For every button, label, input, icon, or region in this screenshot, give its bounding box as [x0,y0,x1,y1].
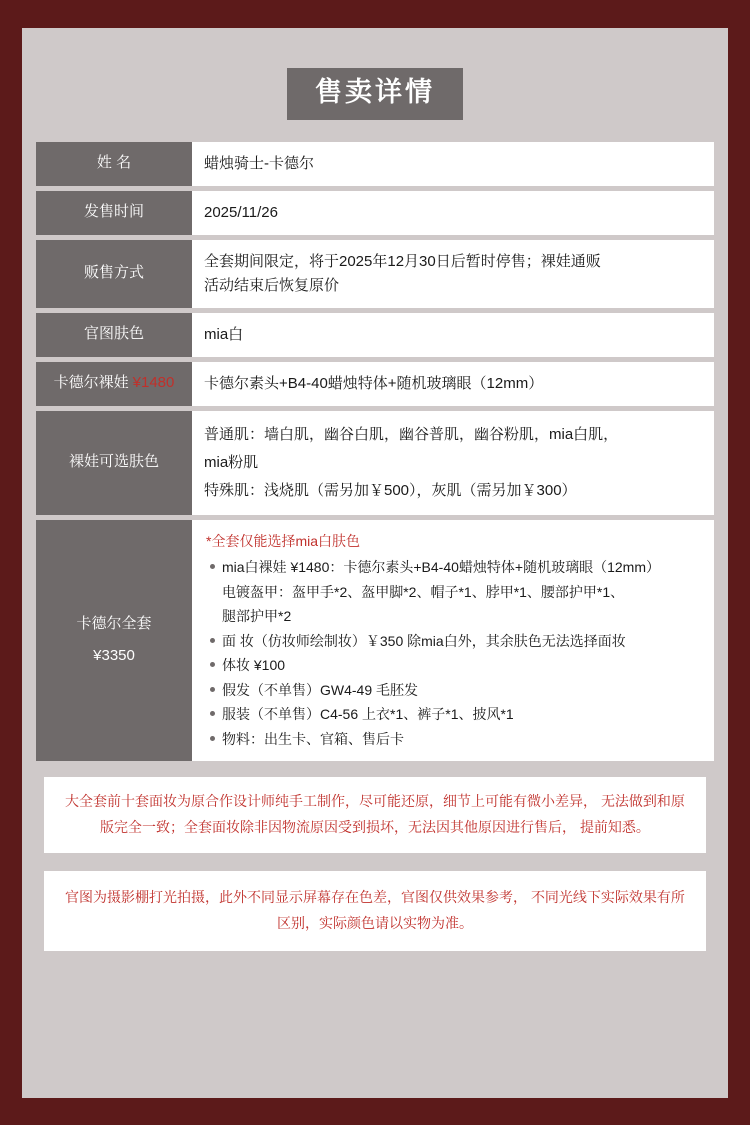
full-set-label-text: 卡德尔全套 [76,615,152,633]
row-label-release-time: 发售时间 [36,191,192,235]
table-row-name [36,142,714,186]
sale-method-line-1: 全套期间限定，将于2025年12月30日后暂时停售；裸娃通贩 [204,252,601,270]
row-label-nude-doll [36,362,192,406]
title-container [22,28,728,120]
table-row-full-set [36,520,714,761]
nude-doll-contents: 卡德尔素头+B4-40蜡烛特体+随机玻璃眼（12mm） [204,374,544,392]
nude-doll-price: ¥1480 [132,374,175,392]
full-set-headline: *全套仅能选择mia白肤色 [206,532,361,549]
full-set-price: ¥3350 [93,647,135,665]
sale-method-line-2: 活动结束后恢复原价 [204,276,340,294]
table-row-optional-skin [36,411,714,515]
table-row-official-skin [36,313,714,357]
list-item: 假发（不单售）GW4-49 毛胚发 [222,678,704,703]
note-first-line-3: 提前知悉。 [579,818,650,835]
row-label-full-set [36,520,192,761]
row-value-nude-doll [192,362,714,406]
detail-card [22,28,728,1098]
note-second-line-1: 官图为摄影棚打光拍摄，此外不同显示屏幕存在色差，官图仅供效果参考， [65,888,528,905]
list-item: 腿部护甲*2 [222,608,292,625]
list-item: 服装（不单售）C4-56 上衣*1、裤子*1、披风*1 [222,702,704,727]
optional-skin-line-2: mia粉肌 [204,453,259,471]
nude-doll-label-text: 卡德尔裸娃 [53,374,129,392]
spec-table [36,142,714,761]
row-label-name: 姓 名 [36,142,192,186]
list-item: mia白裸娃 ¥1480：卡德尔素头+B4-40蜡烛特体+随机玻璃眼（12mm） [222,555,704,580]
page-title: 售卖详情 [287,68,463,120]
optional-skin-line-1: 普通肌：墙白肌，幽谷白肌，幽谷普肌，幽谷粉肌，mia白肌， [204,425,619,443]
note-first-line-1: 大全套前十套面妆为原合作设计师纯手工制作，尽可能还原，细节上可能有微小差异， [65,793,598,810]
note-second-line-2: 不同光线下实际效果有所区别，实际颜色请以实物为准。 [277,888,685,931]
list-item: 体妆 ¥100 [222,653,704,678]
row-label-sale-method: 贩售方式 [36,240,192,308]
list-item: 物料：出生卡、官箱、售后卡 [222,727,704,752]
note-first-line-2: 无法做到和原版完全一致；全套面妆除非因物流原因受到损坏，无法因其他原因进行售后， [100,793,685,835]
optional-skin-line-3: 特殊肌：浅烧肌（需另加￥500），灰肌（需另加￥300） [204,481,577,499]
row-value-official-skin [192,313,714,357]
table-row-nude-doll [36,362,714,406]
note-handmade-makeup [44,777,706,853]
official-skin-text: mia白 [204,325,244,343]
full-set-item-list [206,555,704,751]
note-color-difference [44,871,706,951]
row-label-optional-skin: 裸娃可选肤色 [36,411,192,515]
row-value-release-time [192,191,714,235]
table-row-release-time [36,191,714,235]
row-value-optional-skin [192,411,714,515]
release-time-text: 2025/11/26 [204,203,278,221]
row-value-sale-method [192,240,714,308]
table-row-sale-method [36,240,714,308]
list-item: 电镀盔甲：盔甲手*2、盔甲脚*2、帽子*1、脖甲*1、腰部护甲*1、 [222,583,625,600]
name-text: 蜡烛骑士-卡德尔 [204,154,314,172]
row-value-full-set [192,520,714,761]
row-label-official-skin: 官图肤色 [36,313,192,357]
row-value-name [192,142,714,186]
list-item: 面 妆（仿妆师绘制妆）￥350 除mia白外，其余肤色无法选择面妆 [222,629,704,654]
